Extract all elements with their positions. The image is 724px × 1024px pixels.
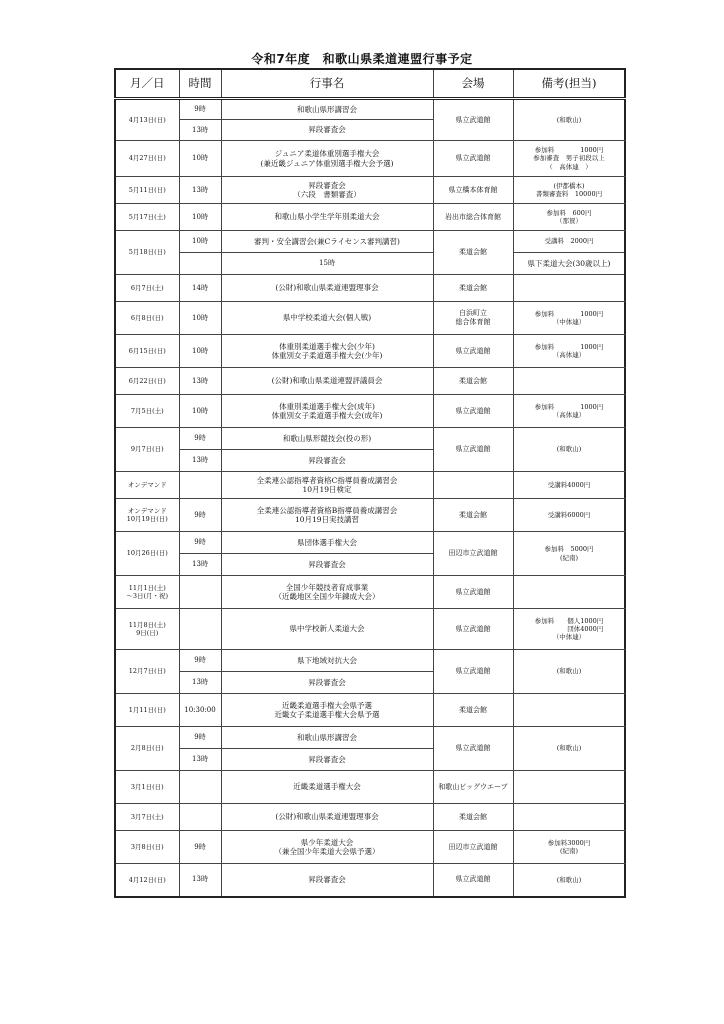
date-cell-line: 12月7日(日) <box>128 667 166 676</box>
table-row <box>115 804 625 831</box>
notes-cell <box>513 499 625 532</box>
event-cell-line: 近畿柔道選手権大会県予選 <box>282 700 372 710</box>
venue-cell <box>433 609 513 650</box>
venue-cell-line: 県立武道館 <box>455 587 491 596</box>
date-cell-line: 10月26日(日) <box>126 549 168 558</box>
date-cell-line: 9月7日(日) <box>130 445 164 454</box>
date-cell-line: 6月8日(日) <box>130 313 164 322</box>
event-cell <box>221 694 433 727</box>
date-cell <box>179 253 221 275</box>
event-cell <box>221 231 433 253</box>
event-cell <box>221 275 433 302</box>
event-cell <box>221 141 433 177</box>
event-cell <box>221 727 433 749</box>
event-cell-line: 和歌山県形講習会 <box>297 104 357 114</box>
table-row <box>115 532 625 554</box>
time-cell: 10時 <box>179 395 221 428</box>
notes-cell <box>513 727 625 771</box>
venue-cell <box>433 576 513 609</box>
notes-cell-line: (伊都橋本) <box>553 181 585 190</box>
notes-cell-line: (和歌山) <box>556 744 582 753</box>
notes-cell-line: 受講料4000円 <box>547 480 591 489</box>
table-row <box>115 395 625 428</box>
time-cell <box>179 472 221 499</box>
notes-cell-line: (和歌山) <box>556 875 582 884</box>
notes-cell-line: (紀南) <box>559 847 579 855</box>
time-cell: 13時 <box>179 672 221 694</box>
notes-cell-line: 団体4000円 <box>534 624 604 633</box>
venue-cell <box>433 864 513 897</box>
venue-cell-line: 総合体育館 <box>455 318 491 326</box>
notes-cell <box>513 472 625 499</box>
table-row <box>115 472 625 499</box>
notes-cell <box>513 864 625 897</box>
date-cell-line: 5月17日(土) <box>128 212 166 221</box>
date-cell-line: 7月5日(土) <box>130 406 164 415</box>
venue-cell-line: 柔道会館 <box>459 510 487 519</box>
notes-cell <box>513 204 625 231</box>
time-cell: 9時 <box>179 532 221 554</box>
table-row <box>115 302 625 335</box>
time-cell: 10時 <box>179 231 221 253</box>
table-row <box>115 335 625 368</box>
table-row <box>115 231 625 253</box>
notes-cell <box>513 609 625 650</box>
table-row <box>115 609 625 650</box>
event-cell-line: （六段 書類審査） <box>293 190 361 199</box>
notes-cell <box>513 99 625 141</box>
time-cell: 10:30:00 <box>179 694 221 727</box>
date-cell <box>115 231 179 275</box>
notes-cell <box>513 275 625 302</box>
venue-cell <box>433 368 513 395</box>
notes-cell-line: （中体連） <box>552 318 586 326</box>
event-cell <box>221 650 433 672</box>
table-row <box>115 99 625 120</box>
date-cell <box>115 368 179 395</box>
table-row <box>115 141 625 177</box>
header-month-day: 月／日 <box>115 69 179 99</box>
event-cell <box>513 253 625 275</box>
venue-cell-line: 県立武道館 <box>455 154 491 163</box>
event-cell <box>221 472 433 499</box>
venue-cell <box>433 771 513 804</box>
time-cell: 15時 <box>221 253 433 275</box>
venue-cell <box>433 831 513 864</box>
venue-cell <box>433 275 513 302</box>
venue-cell <box>433 727 513 771</box>
notes-cell <box>513 576 625 609</box>
date-cell-line: 4月12日(日) <box>128 875 166 884</box>
event-cell-line: 近畿女子柔道選手権大会県予選 <box>274 710 380 719</box>
notes-cell <box>513 231 625 253</box>
date-cell-line: 3月8日(日) <box>130 842 164 851</box>
event-cell <box>221 609 433 650</box>
notes-cell-line: 参加審査 男子初段以上 <box>533 154 605 163</box>
date-cell <box>115 204 179 231</box>
table-row <box>115 204 625 231</box>
event-cell <box>221 335 433 368</box>
date-cell-line: 5月11日(日) <box>128 185 166 194</box>
event-cell-line: (公財)和歌山県柔道連盟評議員会 <box>271 376 383 386</box>
date-cell <box>115 177 179 204</box>
event-cell <box>221 831 433 864</box>
header-event: 行事名 <box>221 69 433 99</box>
event-cell-line: 和歌山県小学生学年別柔道大会 <box>274 212 380 222</box>
date-cell-line: 11月8日(土) <box>128 620 166 629</box>
notes-cell-line: (和歌山) <box>556 115 582 124</box>
event-cell-line: 10月19日検定 <box>302 485 352 494</box>
event-cell <box>221 771 433 804</box>
event-cell <box>221 368 433 395</box>
table-row <box>115 694 625 727</box>
event-cell <box>221 99 433 120</box>
date-cell <box>115 428 179 472</box>
venue-cell <box>433 499 513 532</box>
event-cell-line: 体重別女子柔道選手権大会(少年) <box>271 351 383 360</box>
time-cell: 9時 <box>179 727 221 749</box>
table-row <box>115 499 625 532</box>
time-cell: 10時 <box>179 302 221 335</box>
schedule-body <box>115 99 625 897</box>
time-cell: 13時 <box>179 864 221 897</box>
date-cell <box>115 771 179 804</box>
event-cell-line: 昇段審査会 <box>308 125 346 135</box>
time-cell: 13時 <box>179 177 221 204</box>
venue-cell-line: 柔道会館 <box>459 283 487 292</box>
venue-cell-line: 岩出市総合体育館 <box>445 212 501 221</box>
event-cell-line: (公財)和歌山県柔道連盟理事会 <box>275 812 379 822</box>
date-cell-line: 1月11日(日) <box>128 705 166 714</box>
date-cell <box>115 395 179 428</box>
header-notes: 備考(担当) <box>513 69 625 99</box>
notes-cell-line: 参加料 1000円 <box>534 146 604 155</box>
time-cell <box>179 804 221 831</box>
notes-cell-line: (紀南) <box>559 553 579 562</box>
time-cell: 9時 <box>179 99 221 120</box>
notes-cell <box>513 831 625 864</box>
event-cell <box>221 428 433 450</box>
venue-cell <box>433 532 513 576</box>
venue-cell <box>433 804 513 831</box>
venue-cell-line: 柔道会館 <box>459 705 487 714</box>
venue-cell <box>433 99 513 141</box>
event-cell-line: 県下地域対抗大会 <box>297 655 357 665</box>
notes-cell-line: (和歌山) <box>556 445 582 454</box>
venue-cell <box>433 395 513 428</box>
notes-cell-line: 受講料 2000円 <box>544 237 594 246</box>
notes-cell <box>513 177 625 204</box>
time-cell: 14時 <box>179 275 221 302</box>
notes-cell-line: 参加料 600円 <box>546 208 592 217</box>
event-cell-line: 審判・安全講習会(兼Cライセンス審判講習) <box>254 236 400 246</box>
event-cell <box>221 576 433 609</box>
event-cell <box>221 395 433 428</box>
venue-cell-line: 県立武道館 <box>455 115 491 124</box>
notes-cell <box>513 428 625 472</box>
notes-cell <box>513 302 625 335</box>
date-cell-line: 6月7日(土) <box>130 283 164 292</box>
venue-cell <box>433 302 513 335</box>
venue-cell-line: 県立武道館 <box>455 744 491 753</box>
time-cell: 10時 <box>179 204 221 231</box>
table-row <box>115 576 625 609</box>
venue-cell <box>433 141 513 177</box>
venue-cell <box>433 694 513 727</box>
time-cell <box>179 576 221 609</box>
table-row <box>115 650 625 672</box>
venue-cell-line: 柔道会館 <box>459 248 487 257</box>
date-cell <box>115 275 179 302</box>
date-cell-line: 5月18日(日) <box>128 248 166 257</box>
time-cell <box>179 771 221 804</box>
notes-cell-line: 参加料 5000円 <box>544 545 594 554</box>
event-cell <box>221 749 433 771</box>
notes-cell <box>513 368 625 395</box>
date-cell-line: 9日(日) <box>136 629 159 637</box>
time-cell: 13時 <box>179 368 221 395</box>
notes-cell-line: （高体連） <box>552 351 586 359</box>
event-cell <box>221 450 433 472</box>
notes-cell-line: （ 高体連 ） <box>546 162 592 171</box>
event-cell-line: 体重別柔道選手権大会(成年) <box>279 401 375 411</box>
event-cell-line: 県団体選手権大会 <box>297 537 357 547</box>
date-cell-line: 4月13日(日) <box>128 115 166 124</box>
time-cell: 10時 <box>179 141 221 177</box>
date-cell-line: 6月15日(日) <box>128 346 166 355</box>
date-cell <box>115 650 179 694</box>
notes-cell-line: (和歌山) <box>556 667 582 676</box>
event-cell <box>221 804 433 831</box>
notes-cell <box>513 141 625 177</box>
date-cell <box>115 864 179 897</box>
venue-cell-line: 県立武道館 <box>455 875 491 884</box>
date-cell-line: 6月22日(日) <box>128 376 166 385</box>
notes-cell-line: 参加料 個人1000円 <box>534 616 604 625</box>
venue-cell-line: 和歌山ビッグウエーブ <box>438 782 508 791</box>
event-cell <box>221 204 433 231</box>
date-cell <box>115 499 179 532</box>
date-cell <box>115 804 179 831</box>
event-cell-line: 県少年柔道大会 <box>300 837 354 847</box>
venue-cell-line: 田辺市立武道館 <box>448 842 498 851</box>
event-cell-line: 昇段審査会 <box>308 754 346 764</box>
venue-cell-line: 県立橋本体育館 <box>448 185 498 194</box>
notes-cell <box>513 771 625 804</box>
time-cell: 9時 <box>179 831 221 864</box>
schedule-table <box>114 68 626 898</box>
time-cell: 13時 <box>179 749 221 771</box>
venue-cell <box>433 335 513 368</box>
time-cell <box>179 609 221 650</box>
table-row <box>115 275 625 302</box>
event-cell-line: 昇段審査会 <box>308 677 346 687</box>
event-cell-line: 県下柔道大会(30歳以上) <box>527 258 611 268</box>
date-cell <box>115 141 179 177</box>
event-cell-line: 県中学校柔道大会(個人戦) <box>282 313 372 323</box>
venue-cell-line: 県立武道館 <box>455 445 491 454</box>
table-row <box>115 368 625 395</box>
date-cell-line: 3月7日(土) <box>130 812 164 821</box>
event-cell-line: 近畿柔道選手権大会 <box>293 782 361 792</box>
event-cell-line: 全柔連公認指導者資格B指導員養成講習会 <box>256 505 398 515</box>
event-cell-line: 和歌山県形講習会 <box>297 732 357 742</box>
event-cell <box>221 302 433 335</box>
event-cell <box>221 120 433 141</box>
date-cell <box>115 727 179 771</box>
event-cell <box>221 532 433 554</box>
event-cell-line: 全柔連公認指導者資格C指導員養成講習会 <box>256 475 398 485</box>
event-cell-line: 昇段審査会 <box>308 180 346 190</box>
notes-cell-line: 参加料 1000円 <box>534 342 604 351</box>
table-row <box>115 253 625 275</box>
notes-cell-line: （中体連） <box>552 633 586 642</box>
venue-cell <box>433 204 513 231</box>
time-cell: 10時 <box>179 335 221 368</box>
event-cell-line: ジュニア柔道体重別選手権大会 <box>274 149 380 159</box>
event-cell-line: 県中学校新人柔道大会 <box>289 624 365 634</box>
date-cell <box>115 472 179 499</box>
date-cell <box>115 609 179 650</box>
venue-cell-line: 県立武道館 <box>455 624 491 633</box>
venue-cell-line: 柔道会館 <box>459 812 487 821</box>
notes-cell-line: 参加料3000円 <box>547 838 591 847</box>
header-row <box>115 69 625 99</box>
event-cell-line: 昇段審査会 <box>308 875 346 885</box>
header-venue: 会場 <box>433 69 513 99</box>
venue-cell-line: 県立武道館 <box>455 346 491 355</box>
notes-cell-line: （高体連） <box>552 411 586 419</box>
date-cell-line: オンデマンド <box>127 506 167 515</box>
venue-cell <box>433 231 513 275</box>
event-cell <box>221 672 433 694</box>
notes-cell-line: 参加料 1000円 <box>534 402 604 411</box>
event-cell <box>221 554 433 576</box>
table-row <box>115 428 625 450</box>
date-cell <box>115 694 179 727</box>
table-row <box>115 831 625 864</box>
date-cell-line: 3月1日(日) <box>130 782 164 791</box>
table-row <box>115 771 625 804</box>
venue-cell-line: 柔道会館 <box>459 376 487 385</box>
date-cell <box>115 335 179 368</box>
venue-cell-line: 田辺市立武道館 <box>448 549 498 558</box>
event-cell-line: (兼近畿ジュニア体重別選手権大会予選) <box>260 158 394 168</box>
event-cell-line: 昇段審査会 <box>308 455 346 465</box>
date-cell-line: 10月19日(日) <box>126 515 168 523</box>
date-cell-line: ～3日(月・祝) <box>126 592 169 600</box>
time-cell: 9時 <box>179 499 221 532</box>
page-title: 令和7年度 和歌山県柔道連盟行事予定 <box>251 52 473 66</box>
event-cell-line: (公財)和歌山県柔道連盟理事会 <box>275 283 379 293</box>
time-cell: 13時 <box>179 554 221 576</box>
event-cell-line: 和歌山県形競技会(投の形) <box>282 433 372 443</box>
date-cell-line: 2月8日(日) <box>130 744 164 753</box>
venue-cell <box>433 428 513 472</box>
notes-cell <box>513 694 625 727</box>
notes-cell-line: （那賀） <box>556 217 582 225</box>
table-row <box>115 727 625 749</box>
notes-cell <box>513 395 625 428</box>
event-cell-line: （兼全国少年柔道大会県予選） <box>274 847 380 856</box>
event-cell-line: 昇段審査会 <box>308 559 346 569</box>
notes-cell-line: 参加料 1000円 <box>534 309 604 318</box>
date-cell-line: 11月1日(土) <box>128 583 166 592</box>
event-cell-line: 体重別柔道選手権大会(少年) <box>279 341 375 351</box>
event-cell <box>221 177 433 204</box>
notes-cell <box>513 650 625 694</box>
date-cell-line: オンデマンド <box>127 480 167 489</box>
date-cell <box>115 532 179 576</box>
time-cell: 9時 <box>179 650 221 672</box>
event-cell-line: 体重別女子柔道選手権大会(成年) <box>271 411 383 420</box>
venue-cell-line: 県立武道館 <box>455 667 491 676</box>
date-cell <box>115 302 179 335</box>
event-cell-line: （近畿地区全国少年錬成大会） <box>274 592 380 601</box>
event-cell-line: 全国少年競技者育成事業 <box>285 582 369 592</box>
venue-cell <box>433 472 513 499</box>
event-cell-line: 10月19日実技講習 <box>294 515 360 524</box>
time-cell: 13時 <box>179 450 221 472</box>
header-time: 時間 <box>179 69 221 99</box>
venue-cell-line: 県立武道館 <box>455 406 491 415</box>
notes-cell <box>513 804 625 831</box>
time-cell: 9時 <box>179 428 221 450</box>
table-row <box>115 177 625 204</box>
event-cell <box>221 864 433 897</box>
event-cell <box>221 499 433 532</box>
venue-cell <box>433 650 513 694</box>
venue-cell <box>433 177 513 204</box>
date-cell <box>115 831 179 864</box>
date-cell <box>115 576 179 609</box>
notes-cell <box>513 532 625 576</box>
date-cell <box>115 99 179 141</box>
notes-cell <box>513 335 625 368</box>
date-cell-line: 4月27日(日) <box>128 154 166 163</box>
table-row <box>115 864 625 897</box>
notes-cell-line: 書類審査料 10000円 <box>535 190 603 198</box>
notes-cell-line: 受講料6000円 <box>547 510 591 519</box>
venue-cell-line: 白浜町立 <box>459 309 487 318</box>
time-cell: 13時 <box>179 120 221 141</box>
